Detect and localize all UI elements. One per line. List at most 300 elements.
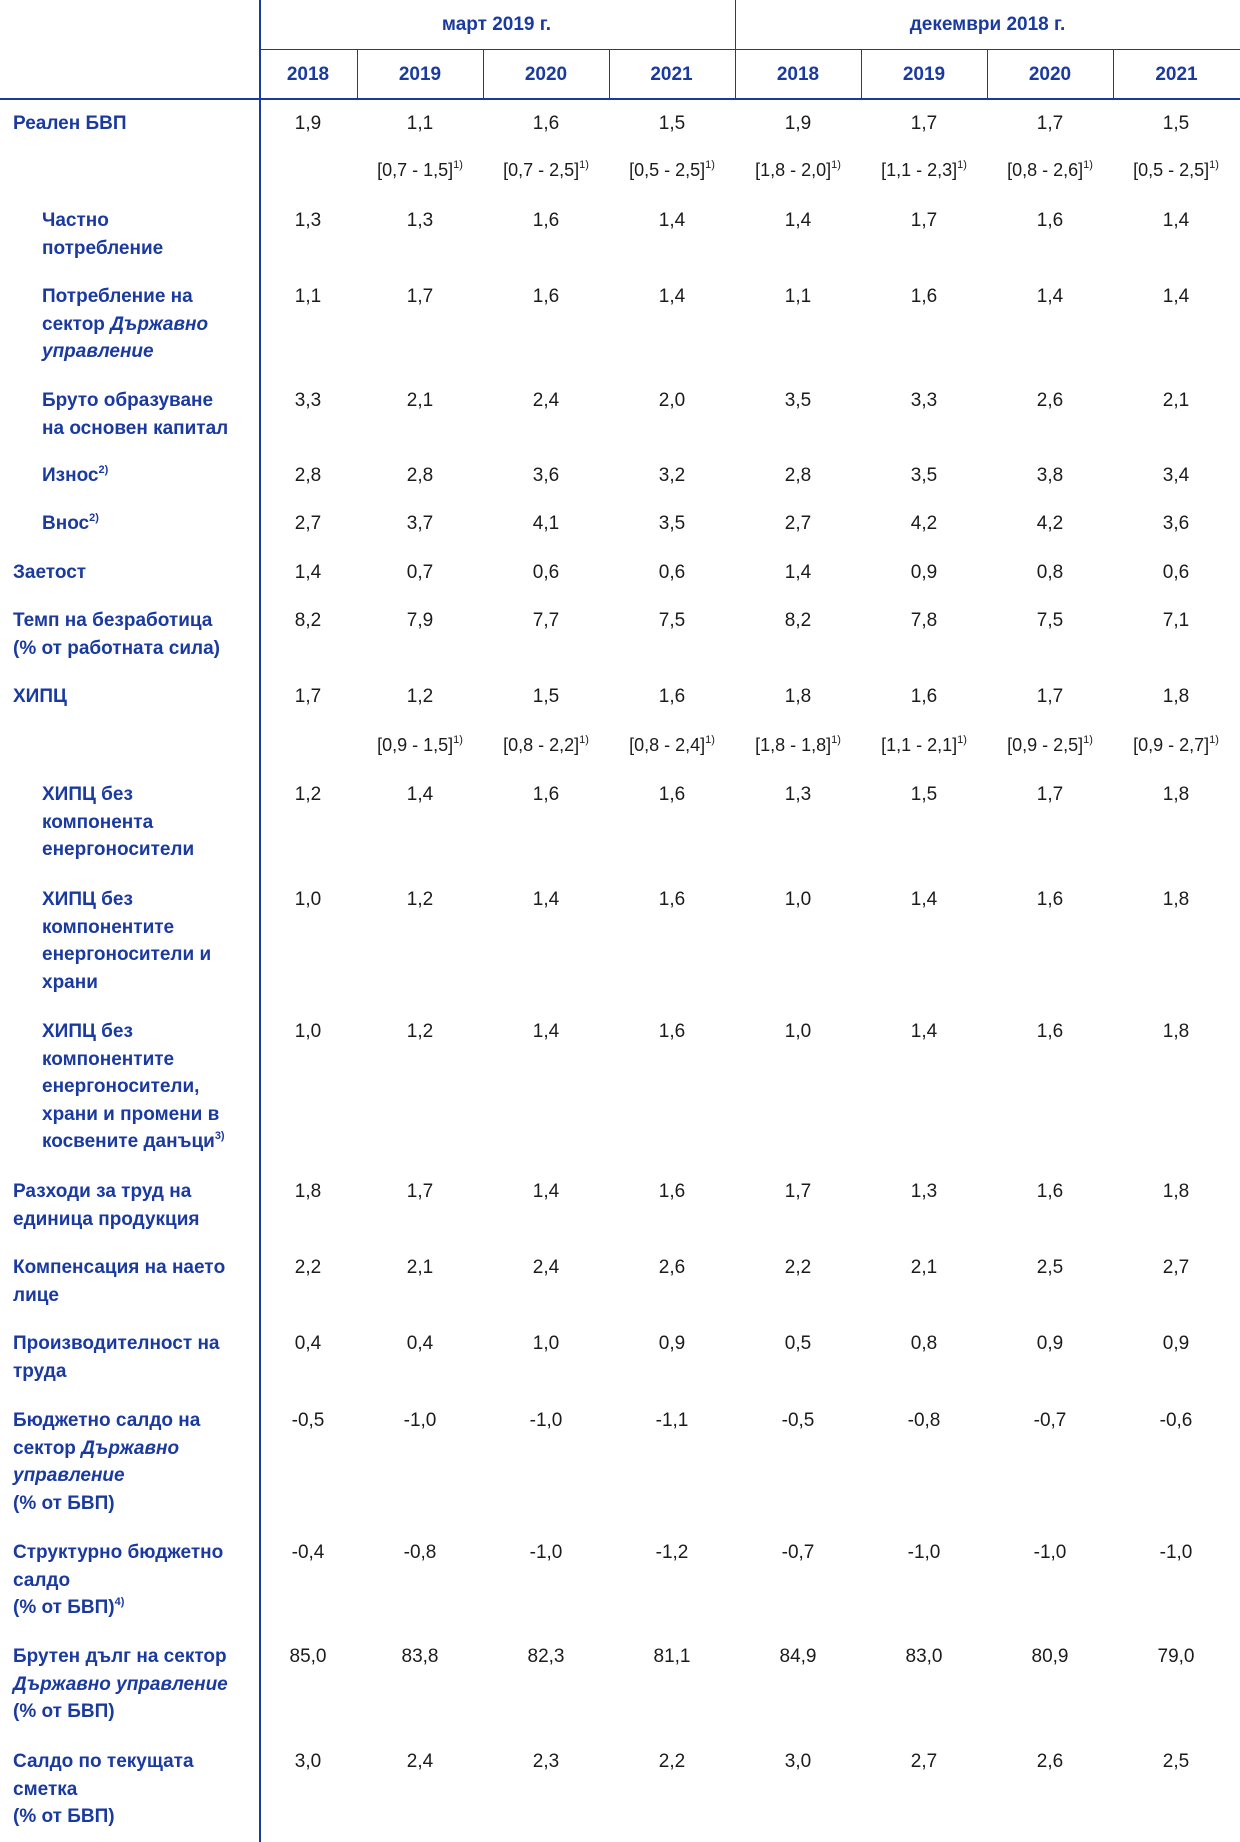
value-cell: [988, 1539, 1112, 1567]
value-cell: [246, 510, 370, 538]
cell-value: -0,8: [403, 1542, 437, 1563]
value-cell: [358, 1407, 482, 1435]
group-separator: [735, 0, 736, 99]
cell-value: 1,2: [294, 784, 322, 805]
value-cell: [484, 559, 608, 587]
value-cell: [610, 1748, 734, 1776]
cell-value: [0,9 - 2,7]: [1133, 735, 1210, 755]
value-cell: [988, 886, 1112, 914]
value-cell: [246, 207, 370, 235]
value-cell: [1114, 110, 1238, 138]
label-text: компонентите: [42, 916, 175, 938]
value-cell: [736, 559, 860, 587]
value-cell: [358, 1748, 482, 1776]
cell-value: 3,0: [784, 1751, 812, 1772]
value-cell: [736, 207, 860, 235]
group-header-march-2019: март 2019 г.: [441, 14, 552, 35]
value-cell: [246, 1254, 370, 1282]
cell-value: 1,6: [1036, 889, 1064, 910]
row-label: [13, 559, 258, 587]
range-cell: [610, 732, 734, 760]
value-cell: [246, 1539, 370, 1567]
cell-value: 4,2: [1036, 513, 1064, 534]
value-cell: [1114, 1330, 1238, 1358]
cell-value: 1,6: [658, 784, 686, 805]
cell-value: -0,8: [907, 1410, 941, 1431]
year-header: 2021: [650, 64, 693, 85]
value-cell: [484, 781, 608, 809]
range-cell: [988, 732, 1112, 760]
cell-value: 7,8: [910, 610, 938, 631]
cell-value: 1,5: [658, 113, 686, 134]
value-cell: [358, 1178, 482, 1206]
label-text: Частно: [42, 210, 109, 231]
value-cell: [1114, 886, 1238, 914]
cell-value: 1,4: [1162, 286, 1190, 307]
value-cell: [862, 1643, 986, 1671]
label-text: компонента: [42, 811, 154, 833]
cell-value: [0,8 - 2,6]: [1007, 160, 1084, 180]
value-cell: [988, 1330, 1112, 1358]
label-text: (% от БВП): [13, 1701, 115, 1722]
cell-value: 1,6: [658, 1181, 686, 1202]
year-separator: [861, 49, 862, 99]
label-text: Разходи за труд на: [13, 1181, 192, 1202]
value-cell: [484, 110, 608, 138]
label-text: потребление: [42, 237, 164, 259]
value-cell: [1114, 1539, 1238, 1567]
label-text: (% от БВП): [13, 1806, 115, 1827]
cell-value: 1,3: [294, 210, 322, 231]
footnote-marker: 1): [957, 734, 967, 746]
cell-value: -1,0: [1159, 1542, 1193, 1563]
value-cell: [988, 683, 1112, 711]
label-text: (% от БВП): [13, 1492, 115, 1514]
value-cell: [862, 1254, 986, 1282]
value-cell: [862, 387, 986, 415]
cell-value: [1,8 - 2,0]: [755, 160, 832, 180]
cell-value: [0,8 - 2,4]: [629, 735, 706, 755]
group-header-december-2018: декември 2018 г.: [909, 14, 1066, 35]
cell-value: 1,9: [294, 113, 322, 134]
row-label: [42, 781, 258, 864]
value-cell: [1114, 510, 1238, 538]
value-cell: [610, 510, 734, 538]
value-cell: [736, 387, 860, 415]
value-cell: [610, 1407, 734, 1435]
cell-value: 1,4: [910, 889, 938, 910]
value-cell: [736, 1178, 860, 1206]
footnote-marker: 1): [579, 734, 589, 746]
value-cell: [246, 1178, 370, 1206]
cell-value: 4,1: [532, 513, 560, 534]
year-separator: [1113, 49, 1114, 99]
cell-value: 1,4: [784, 562, 812, 583]
value-cell: [1114, 207, 1238, 235]
cell-value: 1,7: [1036, 113, 1064, 134]
cell-value: 83,8: [401, 1646, 439, 1667]
label-text: Реален БВП: [13, 113, 127, 134]
footnote-marker: 1): [957, 159, 967, 171]
cell-value: 1,1: [784, 286, 812, 307]
value-cell: [1114, 1178, 1238, 1206]
cell-value: -0,7: [1033, 1410, 1067, 1431]
value-cell: [610, 1178, 734, 1206]
cell-value: 2,6: [658, 1257, 686, 1278]
cell-value: 1,0: [294, 1021, 322, 1042]
cell-value: -0,5: [291, 1410, 325, 1431]
cell-value: 1,0: [784, 1021, 812, 1042]
cell-value: 1,6: [532, 210, 560, 231]
cell-value: 1,7: [784, 1181, 812, 1202]
value-cell: [610, 462, 734, 490]
value-cell: [862, 886, 986, 914]
value-cell: [862, 1539, 986, 1567]
cell-value: 3,5: [658, 513, 686, 534]
value-cell: [358, 1539, 482, 1567]
cell-value: 1,7: [294, 686, 322, 707]
cell-value: 2,1: [406, 390, 434, 411]
value-cell: [358, 510, 482, 538]
value-cell: [246, 683, 370, 711]
row-label: [13, 1178, 258, 1233]
cell-value: 1,6: [1036, 1021, 1064, 1042]
cell-value: 1,4: [1162, 210, 1190, 231]
cell-value: 2,0: [658, 390, 686, 411]
row-label: [42, 1018, 258, 1156]
value-cell: [610, 1018, 734, 1046]
cell-value: 2,4: [406, 1751, 434, 1772]
value-cell: [484, 683, 608, 711]
cell-value: 84,9: [779, 1646, 817, 1667]
label-text: Потребление на: [42, 286, 193, 307]
value-cell: [358, 1643, 482, 1671]
value-cell: [484, 387, 608, 415]
value-cell: [1114, 1643, 1238, 1671]
footnote-marker: 1): [453, 159, 463, 171]
label-text: Темп на безработица: [13, 610, 213, 631]
value-cell: [862, 207, 986, 235]
cell-value: 1,6: [532, 784, 560, 805]
cell-value: 3,5: [910, 465, 938, 486]
cell-value: 2,7: [294, 513, 322, 534]
label-text: сектор: [42, 313, 111, 335]
value-cell: [358, 462, 482, 490]
label-text: компонентите: [42, 1048, 175, 1070]
row-label: [13, 110, 258, 138]
label-text: Държавно: [81, 1437, 180, 1459]
value-cell: [1114, 1407, 1238, 1435]
value-cell: [988, 1407, 1112, 1435]
row-label: [42, 283, 258, 366]
value-cell: [484, 207, 608, 235]
cell-value: [1,1 - 2,3]: [881, 160, 958, 180]
row-label: [42, 886, 258, 996]
range-cell: [610, 157, 734, 185]
cell-value: 2,4: [532, 390, 560, 411]
value-cell: [736, 1330, 860, 1358]
value-cell: [1114, 1748, 1238, 1776]
value-cell: [988, 1254, 1112, 1282]
cell-value: 1,8: [1162, 889, 1190, 910]
cell-value: 79,0: [1157, 1646, 1195, 1667]
cell-value: 3,2: [658, 465, 686, 486]
cell-value: 3,6: [1162, 513, 1190, 534]
value-cell: [484, 1539, 608, 1567]
range-cell: [988, 157, 1112, 185]
value-cell: [862, 683, 986, 711]
value-cell: [610, 110, 734, 138]
label-text: единица продукция: [13, 1208, 200, 1230]
footnote-marker: 2): [89, 512, 99, 524]
value-cell: [988, 462, 1112, 490]
cell-value: 0,6: [1162, 562, 1190, 583]
cell-value: 82,3: [527, 1646, 565, 1667]
value-cell: [988, 1748, 1112, 1776]
year-separator: [483, 49, 484, 99]
cell-value: 8,2: [294, 610, 322, 631]
cell-value: 1,6: [658, 889, 686, 910]
value-cell: [246, 283, 370, 311]
value-cell: [1114, 683, 1238, 711]
value-cell: [484, 1018, 608, 1046]
row-label: [42, 387, 258, 442]
cell-value: 7,1: [1162, 610, 1190, 631]
value-cell: [862, 1748, 986, 1776]
cell-value: 1,6: [910, 286, 938, 307]
cell-value: 83,0: [905, 1646, 943, 1667]
cell-value: 2,8: [294, 465, 322, 486]
value-cell: [484, 1178, 608, 1206]
cell-value: 1,1: [406, 113, 434, 134]
value-cell: [736, 683, 860, 711]
value-cell: [862, 462, 986, 490]
value-cell: [736, 1539, 860, 1567]
cell-value: 7,5: [658, 610, 686, 631]
label-text: на основен капитал: [42, 417, 229, 439]
cell-value: 1,6: [658, 1021, 686, 1042]
cell-value: 1,5: [1162, 113, 1190, 134]
year-header: 2018: [286, 64, 330, 85]
cell-value: 3,6: [532, 465, 560, 486]
cell-value: 0,6: [658, 562, 686, 583]
value-cell: [358, 207, 482, 235]
cell-value: [0,7 - 1,5]: [377, 160, 454, 180]
value-cell: [484, 462, 608, 490]
value-cell: [610, 283, 734, 311]
footnote-marker: 1): [705, 734, 715, 746]
cell-value: 1,6: [532, 286, 560, 307]
cell-value: 1,7: [910, 113, 938, 134]
value-cell: [988, 559, 1112, 587]
cell-value: 0,5: [784, 1333, 812, 1354]
value-cell: [484, 510, 608, 538]
cell-value: 0,8: [910, 1333, 938, 1354]
label-text: труда: [13, 1360, 67, 1382]
cell-value: 2,2: [784, 1257, 812, 1278]
value-cell: [736, 283, 860, 311]
value-cell: [1114, 1254, 1238, 1282]
cell-value: 0,9: [1036, 1333, 1064, 1354]
label-text: Брутен дълг на сектор: [13, 1646, 227, 1667]
label-text: салдо: [13, 1569, 71, 1591]
cell-value: 7,5: [1036, 610, 1064, 631]
footnote-marker: 1): [453, 734, 463, 746]
value-cell: [610, 387, 734, 415]
cell-value: 2,7: [1162, 1257, 1190, 1278]
cell-value: [0,9 - 1,5]: [377, 735, 454, 755]
cell-value: 2,1: [1162, 390, 1190, 411]
cell-value: 3,5: [784, 390, 812, 411]
cell-value: 0,7: [406, 562, 434, 583]
cell-value: [0,9 - 2,5]: [1007, 735, 1084, 755]
value-cell: [736, 1018, 860, 1046]
cell-value: 1,6: [658, 686, 686, 707]
cell-value: 85,0: [289, 1646, 327, 1667]
value-cell: [862, 559, 986, 587]
value-cell: [988, 1018, 1112, 1046]
year-header: 2020: [1028, 64, 1072, 85]
label-text: ХИПЦ без: [42, 784, 133, 805]
label-text: ХИПЦ: [13, 686, 67, 707]
row-label: [13, 607, 258, 662]
footnote-marker: 1): [1209, 159, 1219, 171]
value-cell: [862, 1407, 986, 1435]
cell-value: 1,6: [532, 113, 560, 134]
value-cell: [358, 781, 482, 809]
cell-value: 1,7: [406, 1181, 434, 1202]
range-cell: [358, 157, 482, 185]
value-cell: [988, 1178, 1112, 1206]
cell-value: 1,4: [532, 889, 560, 910]
value-cell: [1114, 1018, 1238, 1046]
value-cell: [736, 1407, 860, 1435]
cell-value: -1,0: [1033, 1542, 1067, 1563]
cell-value: 4,2: [910, 513, 938, 534]
value-cell: [736, 1254, 860, 1282]
label-text: Структурно бюджетно: [13, 1542, 224, 1563]
value-cell: [988, 207, 1112, 235]
footnote-marker: 2): [98, 464, 109, 476]
cell-value: 2,7: [910, 1751, 938, 1772]
cell-value: 7,7: [532, 610, 560, 631]
cell-value: 1,4: [294, 562, 322, 583]
label-text: ХИПЦ без: [42, 889, 133, 910]
value-cell: [862, 781, 986, 809]
cell-value: -1,0: [403, 1410, 437, 1431]
value-cell: [246, 1018, 370, 1046]
cell-value: [0,5 - 2,5]: [1133, 160, 1210, 180]
value-cell: [736, 1748, 860, 1776]
cell-value: 3,0: [294, 1751, 322, 1772]
value-cell: [484, 1407, 608, 1435]
row-label: [42, 510, 258, 538]
value-cell: [246, 781, 370, 809]
cell-value: -0,6: [1159, 1410, 1193, 1431]
footnote-marker: 1): [705, 159, 715, 171]
cell-value: -0,5: [781, 1410, 815, 1431]
value-cell: [610, 781, 734, 809]
cell-value: 0,4: [406, 1333, 434, 1354]
label-text: сектор: [13, 1437, 82, 1459]
value-cell: [610, 1539, 734, 1567]
label-text: Държавно: [110, 313, 209, 335]
row-label: [42, 207, 258, 262]
value-cell: [358, 283, 482, 311]
cell-value: 1,4: [1036, 286, 1064, 307]
value-cell: [988, 607, 1112, 635]
row-label: [13, 1748, 258, 1831]
label-text: храни: [42, 971, 98, 993]
value-cell: [246, 462, 370, 490]
cell-value: -0,4: [291, 1542, 325, 1563]
cell-value: 0,8: [1036, 562, 1064, 583]
cell-value: -1,1: [655, 1410, 689, 1431]
value-cell: [358, 1330, 482, 1358]
value-cell: [862, 1330, 986, 1358]
label-text: Държавно управление: [13, 1673, 228, 1695]
label-text: (% от работната сила): [13, 637, 220, 659]
cell-value: 3,3: [910, 390, 938, 411]
cell-value: 1,4: [910, 1021, 938, 1042]
cell-value: 1,1: [294, 286, 322, 307]
cell-value: 3,3: [294, 390, 322, 411]
range-cell: [862, 157, 986, 185]
cell-value: -0,7: [781, 1542, 815, 1563]
value-cell: [610, 1643, 734, 1671]
year-header: 2021: [1155, 64, 1198, 85]
cell-value: -1,0: [529, 1542, 563, 1563]
cell-value: -1,0: [529, 1410, 563, 1431]
group-divider: [260, 49, 1240, 50]
value-cell: [1114, 387, 1238, 415]
cell-value: 1,5: [532, 686, 560, 707]
label-text: Бруто образуване: [42, 390, 214, 411]
range-cell: [736, 157, 860, 185]
value-cell: [610, 1254, 734, 1282]
row-label: [13, 1254, 258, 1309]
cell-value: 1,4: [532, 1181, 560, 1202]
cell-value: 1,5: [910, 784, 938, 805]
label-text: сметка: [13, 1778, 78, 1800]
cell-value: 2,8: [784, 465, 812, 486]
range-cell: [1114, 732, 1238, 760]
cell-value: 2,5: [1036, 1257, 1064, 1278]
label-text: управление: [13, 1465, 125, 1486]
footnote-marker: 4): [114, 1596, 125, 1608]
cell-value: 1,4: [658, 210, 686, 231]
cell-value: 1,6: [910, 686, 938, 707]
value-cell: [246, 110, 370, 138]
value-cell: [484, 1643, 608, 1671]
value-cell: [988, 110, 1112, 138]
value-cell: [484, 607, 608, 635]
value-cell: [736, 462, 860, 490]
cell-value: 1,7: [1036, 784, 1064, 805]
value-cell: [862, 283, 986, 311]
label-text: лице: [13, 1284, 59, 1306]
cell-value: [0,5 - 2,5]: [629, 160, 706, 180]
year-separator: [357, 49, 358, 99]
value-cell: [862, 1178, 986, 1206]
value-cell: [610, 607, 734, 635]
cell-value: 80,9: [1031, 1646, 1069, 1667]
row-label: [13, 1407, 258, 1517]
cell-value: 3,8: [1036, 465, 1064, 486]
label-text: храни и промени в: [42, 1103, 220, 1125]
value-cell: [484, 1330, 608, 1358]
label-text: енергоносители: [42, 839, 195, 860]
